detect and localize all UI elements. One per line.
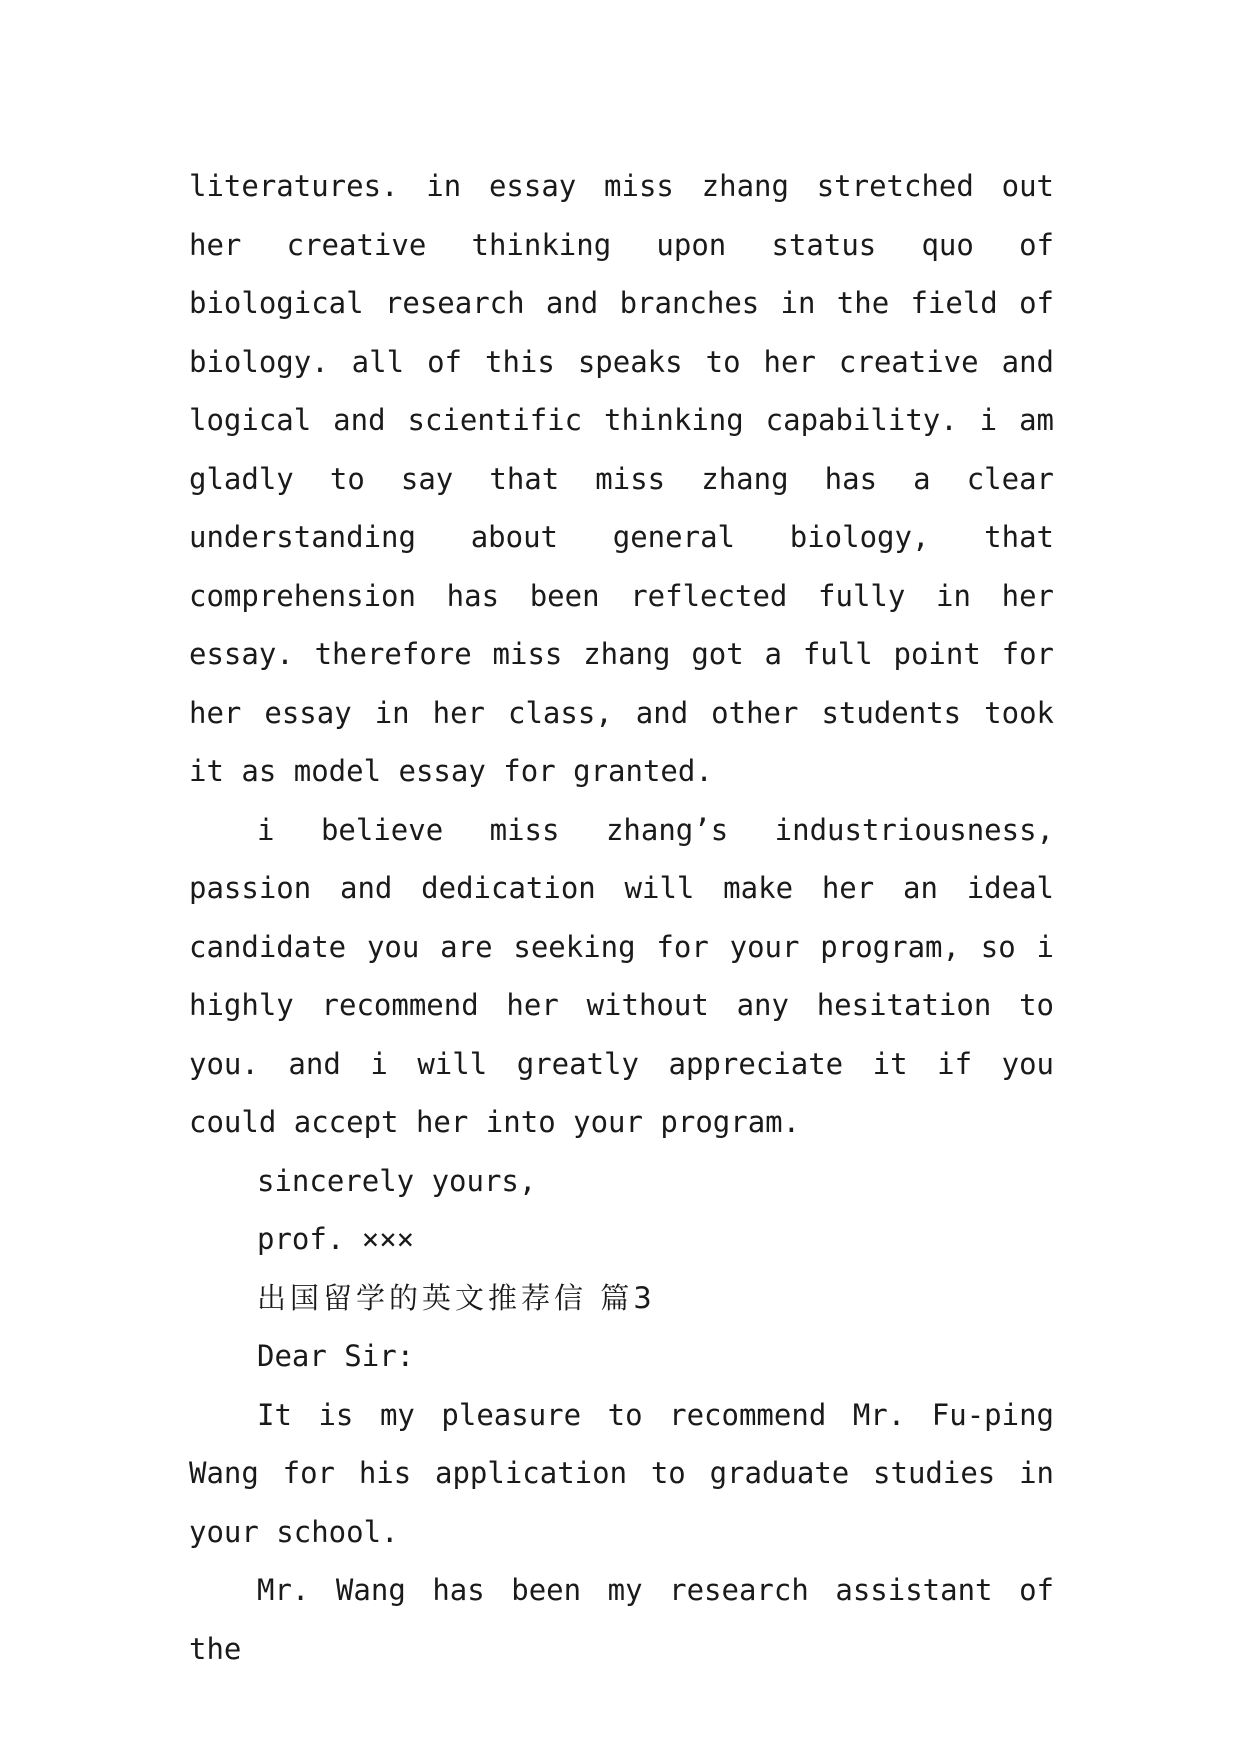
salutation-line: Dear Sir: [257, 1339, 415, 1373]
document-body [189, 157, 1054, 1678]
section-heading: 出国留学的英文推荐信 篇3 [257, 1280, 656, 1315]
signature-line: prof. ××× [257, 1222, 415, 1256]
paragraph-recommendation: i believe miss zhang’s industriousness, passion and dedication will make her an ideal candidate you are seeking for your program, so i highly recommend her without any hesitation to you. and i will greatly appreciate it if you could accept her into your program. [189, 812, 1054, 1139]
paragraph-introduction: It is my pleasure to recommend Mr. Fu-ping Wang for his application to graduate studies in your school. [189, 1397, 1054, 1549]
paragraph-essay-evaluation: literatures. in essay miss zhang stretched out her creative thinking upon status quo of biological research and branches in the field of biology. all of this speaks to her creative and logical and scientific thinking capability. i am gladly to say that miss zhang has a clear understanding about general biology, that comprehension has been reflected fully in her essay. therefore miss zhang got a full point for her essay in her class, and other students took it as model essay for granted. [189, 169, 1054, 788]
paragraph-research-assistant: Mr. Wang has been my research assistant of the [189, 1573, 1054, 1666]
closing-line: sincerely yours, [257, 1163, 537, 1198]
